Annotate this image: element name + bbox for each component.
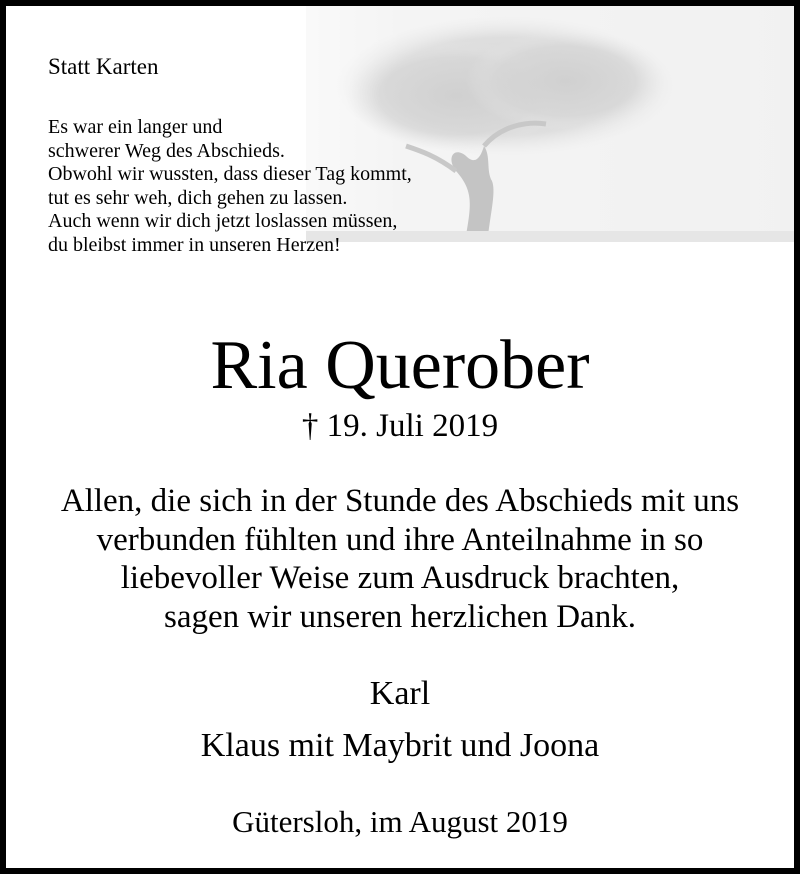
family-signatures (6, 668, 794, 772)
thanks-line: verbunden fühlten und ihre Anteilnahme in so (96, 521, 704, 558)
poem-line: du bleibst immer in unseren Herzen! (48, 233, 341, 256)
poem-line: tut es sehr weh, dich gehen zu lassen. (48, 186, 348, 209)
family-line: Klaus mit Maybrit und Joona (200, 727, 600, 764)
death-date: † 19. Juli 2019 (301, 408, 499, 444)
thanks-line: sagen wir unseren herzlichen Dank. (164, 598, 636, 635)
thanks-line: Allen, die sich in der Stunde des Abschieds mit uns (60, 483, 740, 519)
poem-line: Obwohl wir wussten, dass dieser Tag kommt, (48, 163, 412, 185)
thanks-message (6, 482, 794, 636)
obituary-card (6, 6, 794, 868)
poem (48, 116, 412, 257)
place-and-date: Gütersloh, im August 2019 (232, 804, 568, 839)
poem-line: Es war ein langer und (48, 116, 223, 138)
deceased-name: Ria Querober (210, 327, 590, 404)
poem-line: Auch wenn wir dich jetzt loslassen müssen, (48, 210, 398, 232)
family-line: Karl (369, 675, 431, 712)
thanks-line: liebevoller Weise zum Ausdruck brachten, (120, 560, 680, 596)
statt-karten-label: Statt Karten (48, 54, 159, 79)
poem-line: schwerer Weg des Abschieds. (48, 139, 285, 162)
